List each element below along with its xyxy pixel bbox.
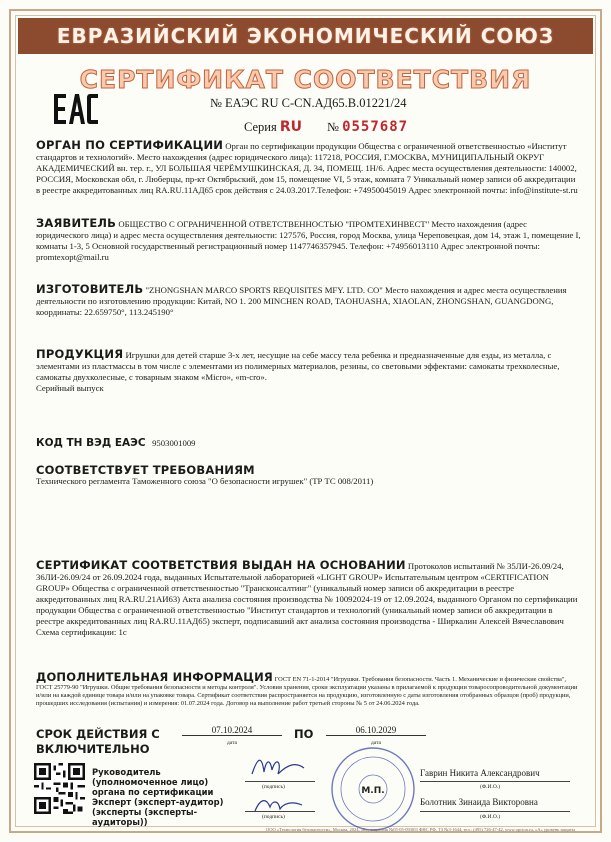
- eac-logo: [52, 90, 102, 130]
- validity-inclusive-label: ВКЛЮЧИТЕЛЬНО: [36, 742, 150, 756]
- footer-note: ООО «Технология безопасности», Москва, 2024, «Б», лицензия №05-05-09/003 ФНС РФ, ТЗ №3-1644, тел.: (495) 726-47-42, www.opcion.ru, «А» уровень защиты: [266, 827, 575, 832]
- applicant-section: [36, 218, 581, 263]
- validity-section: [36, 725, 581, 756]
- head-signatory-label: Руководитель (уполномоченное лицо) органа по сертификации: [92, 767, 214, 797]
- compliance-text: Технического регламента Таможенного союза "О безопасности игрушек" (ТР ТС 008/2011): [36, 476, 374, 486]
- validity-to-label: ПО: [294, 727, 314, 741]
- manufacturer-text: "ZHONGSHAN MARCO SPORTS REQUISITES MFY. LTD. CO" Место нахождения и адрес места осуществления деятельности по изготовлению продукции: Китай, NO 1. 200 MINCHEN ROAD, TAOHUASHA, XIAOLAN, ZHONGSHAN, GUANGDONG, координаты: 22.659750°, 113.245190°: [36, 285, 567, 317]
- union-name: ЕВРАЗИЙСКИЙ ЭКОНОМИЧЕСКИЙ СОЮЗ: [56, 24, 555, 48]
- head-signatory-name: Гаврин Никита Александрович: [420, 768, 540, 778]
- validity-to-caption: дата: [370, 740, 381, 746]
- manufacturer-section: [36, 284, 581, 318]
- hs-code-label: КОД ТН ВЭД ЕАЭС: [36, 437, 146, 449]
- registration-value: RU C-CN.АД65.В.01221/24: [261, 96, 407, 110]
- additional-info-section: [36, 670, 581, 708]
- certification-body-section: [36, 140, 581, 196]
- stamp: [318, 745, 428, 833]
- expert-name-caption: (Ф.И.О.): [480, 814, 501, 820]
- validity-to-date: 06.10.2029: [326, 725, 426, 736]
- applicant-text: ОБЩЕСТВО С ОГРАНИЧЕННОЙ ОТВЕТСТВЕННОСТЬЮ "ПРОМТЕХИНВЕСТ" Место нахождения (адрес юридического лица) и адрес места осуществления деятельности: 127576, Россия, город Москва, улица Череповецкая, дом 14, этаж 1, помещение I, комнаты 1-3, 5 Основной государственный регистрационный номер 1147746357945. Телефон: +74956013110 Адрес электронной почты: promtexopt@mail.ru: [36, 219, 581, 262]
- registration-number: [210, 96, 406, 111]
- expert-name-line: [420, 811, 570, 812]
- head-signature-caption: (подпись): [262, 784, 285, 790]
- series-line: [244, 119, 408, 135]
- hs-code-value: 9503001009: [152, 438, 196, 448]
- certification-body-text: Орган по сертификации продукции Общества с ограниченной ответственностью «Институт стандартов и технологий». Место нахождения (адрес юридического лица): 117218, РОССИЯ, Г.МОСКВА, МУНИЦИПАЛЬНЫЙ ОКРУГ АКАДЕМИЧЕСКИЙ вн. тер. г., УЛ БОЛЬШАЯ ЧЕРЁМУШКИНСКАЯ, Д. 34, ПОМЕЩ. 1Н/6. Адрес места осуществления деятельности: 140002, РОССИЯ, Московская обл, г. Люберцы, пр-кт Октябрьский, дом 15, помещение VI, 5 этаж, комната 7 Уникальный номер записи об аккредитации в реестре аккредитованных лиц RA.RU.11АД65 срок действия с 24.03.2017.Телефон: +74950045019 Адрес электронной почты: info@institute-st.ru: [36, 141, 578, 195]
- expert-label: Эксперт (эксперт-аудитор) (эксперты (эксперты-аудиторы)): [92, 797, 224, 827]
- blank-number: 0557687: [342, 119, 409, 135]
- series-label: Серия: [244, 120, 277, 134]
- hs-code-section: [36, 438, 581, 449]
- expert-signature: [252, 793, 307, 817]
- additional-info-text: ГОСТ EN 71-1-2014 "Игрушки. Требования безопасности. Часть 1. Механические и физические свойства", ГОСТ 25779-90 "Игрушки. Общие требования безопасности и методы контроля". Условия хранения, сроки эксплуатации указаны в прилагаемой к продукции товаросопроводительной документации и/или на каждой единице товара и/или на упаковке товара. Сертификат соответствия распространяется на продукцию, изготовленную с даты изготовления отобранных образцов (проб) продукции, прошедших исследования (испытания) и измерения: 01.07.2024 года. Договор на выполнение работ третьей стороны № 5 от 24.06.2024 года.: [36, 676, 578, 707]
- series-code: RU: [279, 119, 303, 135]
- stamp-label: М.П.: [361, 786, 385, 796]
- certification-body-heading: ОРГАН ПО СЕРТИФИКАЦИИ: [36, 138, 224, 152]
- compliance-section: [36, 465, 581, 487]
- validity-from-caption: дата: [226, 740, 237, 746]
- basis-section: [36, 560, 581, 638]
- product-heading: ПРОДУКЦИЯ: [36, 347, 124, 361]
- product-serial: Серийный выпуск: [36, 383, 104, 393]
- manufacturer-heading: ИЗГОТОВИТЕЛЬ: [36, 282, 144, 296]
- header-band: [18, 18, 593, 54]
- expert-name: Болотник Зинаида Викторовна: [420, 797, 538, 807]
- head-signature: [248, 752, 308, 782]
- head-name-caption: (Ф.И.О.): [480, 784, 501, 790]
- qr-code: [34, 763, 85, 814]
- compliance-heading: СООТВЕТСТВУЕТ ТРЕБОВАНИЯМ: [36, 463, 255, 477]
- product-text: Игрушки для детей старше 3-х лет, несущие на себе массу тела ребенка и предназначенные для езды, из металла, с элементами из пластмассы в том числе с элементами из полимерных материалов, резины, со световыми эффектами: самокаты трехколесные, самокаты двухколесные, с товарным знаком «Micro», «m-cro».: [36, 350, 560, 382]
- blank-number-label: №: [327, 120, 339, 134]
- certificate-title: СЕРТИФИКАТ СООТВЕТСТВИЯ: [79, 65, 532, 94]
- additional-info-heading: ДОПОЛНИТЕЛЬНАЯ ИНФОРМАЦИЯ: [36, 670, 273, 684]
- validity-label: СРОК ДЕЙСТВИЯ С: [36, 727, 160, 741]
- expert-signature-caption: (подпись): [262, 814, 285, 820]
- basis-text: Протоколов испытаний № 35ЛИ-26.09/24, 36ЛИ-26.09/24 от 26.09.2024 года, выданных Испытательной лабораторией «LIGHT GROUP» Испытательным центром «CERTIFICATION GROUP» Общества с ограниченной ответственностью "Трансконсалтинг" (уникальный номер записи об аккредитации в реестре аккредитованных лиц RA.RU.21АИ63) Акта анализа состояния производства № 10092024-19 от 12.09.2024, выданного Органом по сертификации продукции Общества с ограниченной ответственностью "Институт стандартов и технологий (уникальный номер записи об аккредитации в реестре аккредитованных лиц RA.RU.11АД65) эксперт, подписавший акт анализа состояния производства - Ширкалин Алексей Вячеславович: [36, 561, 578, 626]
- registration-prefix: № ЕАЭС: [210, 96, 258, 110]
- product-section: [36, 349, 581, 394]
- certification-scheme: Схема сертификации: 1с: [36, 627, 127, 637]
- applicant-heading: ЗАЯВИТЕЛЬ: [36, 216, 117, 230]
- validity-from-date: 07.10.2024: [182, 725, 282, 736]
- head-name-line: [420, 781, 570, 782]
- basis-heading: СЕРТИФИКАТ СООТВЕТСТВИЯ ВЫДАН НА ОСНОВАНИИ: [36, 558, 406, 572]
